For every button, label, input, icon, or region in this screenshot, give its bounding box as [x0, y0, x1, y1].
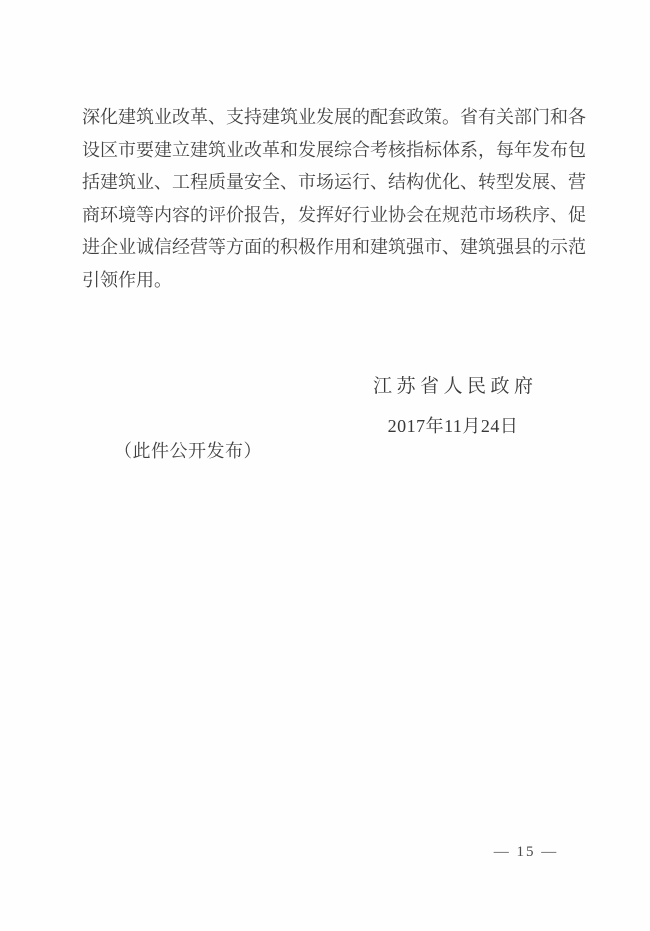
- issuer-name: 江苏省人民政府: [372, 376, 538, 397]
- paragraph-line: 设区市要建立建筑业改革和发展综合考核指标体系，每年发布包: [82, 139, 586, 160]
- paragraph-line: 引领作用。: [82, 269, 172, 290]
- paragraph-line: 括建筑业、工程质量安全、市场运行、结构优化、转型发展、营: [82, 172, 586, 192]
- release-note: （此件公开发布）: [114, 441, 262, 461]
- body-paragraph: [82, 101, 586, 296]
- signature-block: [363, 371, 543, 438]
- signature-date: 2017年11月24日: [387, 416, 519, 436]
- paragraph-line: 进企业诚信经营等方面的积极作用和建筑强市、建筑强县的示范: [82, 237, 586, 257]
- paragraph-line: 深化建筑业改革、支持建筑业发展的配套政策。省有关部门和各: [82, 107, 586, 127]
- paragraph-line: 商环境等内容的评价报告，发挥好行业协会在规范市场秩序、促: [82, 204, 586, 225]
- page-number: — 15 —: [493, 844, 559, 860]
